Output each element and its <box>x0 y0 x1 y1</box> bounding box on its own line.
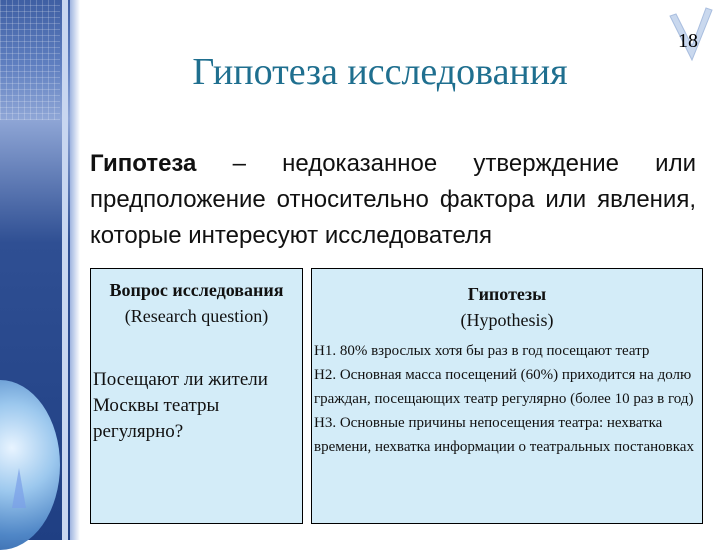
hypothesis-item: Н3. Основные причины непосещения театра: нехватка времени, нехватка информации о театральных постановках <box>314 415 694 455</box>
side-grid-pattern <box>0 0 60 120</box>
side-stripe-gradient <box>70 0 80 540</box>
research-question-heading: Вопрос исследования <box>109 280 284 300</box>
research-question-subheading: (Research question) <box>124 306 269 326</box>
hypotheses-panel <box>311 268 703 524</box>
page-number: 18 <box>678 30 698 52</box>
research-question-panel <box>90 268 303 524</box>
hypotheses-subheading: (Hypothesis) <box>460 310 554 330</box>
definition-text: – недоказанное утверждение или предположение относительно фактора или явления, которые интересуют исследователя <box>90 150 696 249</box>
hypotheses-list <box>312 339 702 459</box>
definition-paragraph <box>90 146 696 254</box>
page-title: Гипотеза исследования <box>192 51 568 93</box>
side-stripe <box>62 0 68 540</box>
research-question-text: Посещают ли жители Москвы театры регулярно? <box>93 369 268 442</box>
hypothesis-item: Н1. 80% взрослых хотя бы раз в год посещают театр <box>314 343 650 359</box>
hypothesis-item: Н2. Основная масса посещений (60%) приходится на долю граждан, посещающих театр регулярно (более 10 раз в год) <box>314 367 694 407</box>
hypotheses-heading: Гипотезы <box>467 284 547 304</box>
definition-term: Гипотеза <box>90 150 197 177</box>
